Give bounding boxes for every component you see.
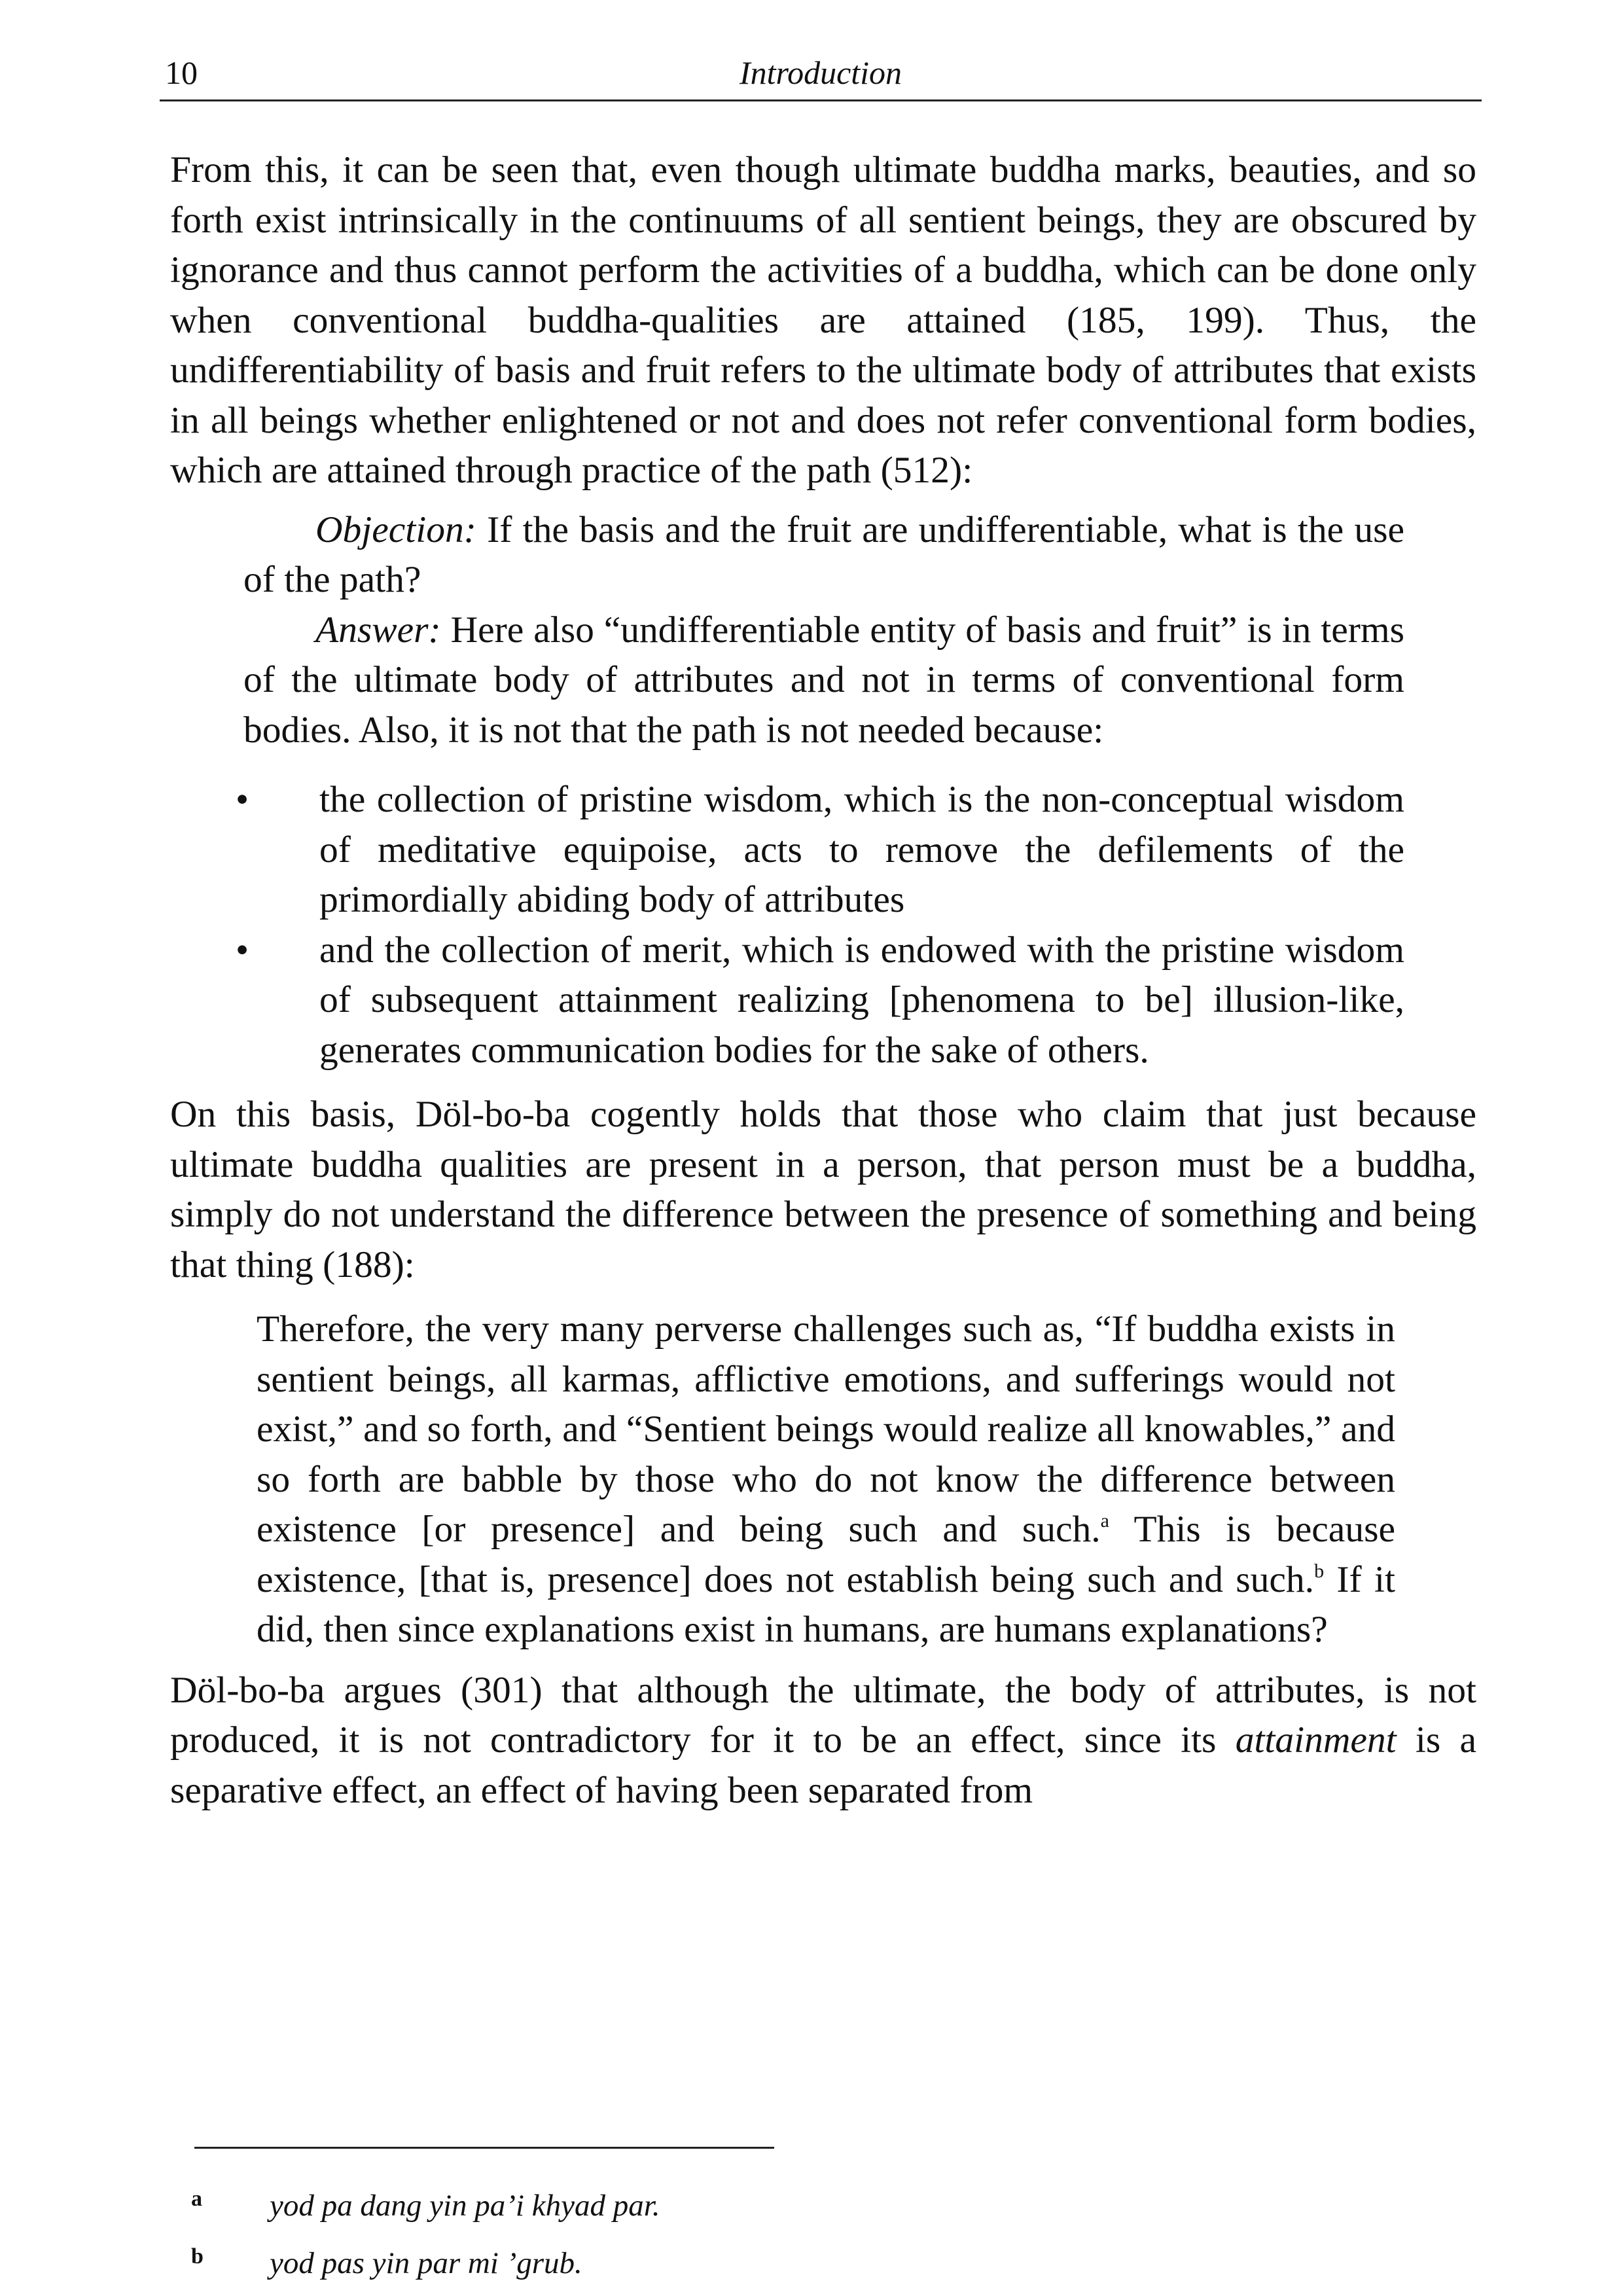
page-number: 10 [165, 54, 198, 91]
footnote-marker: a [191, 2187, 202, 2211]
bullet-icon: • [236, 929, 249, 971]
objection-text: If the basis and the fruit are undifferentiable, what is the use of the path? [243, 509, 1404, 600]
answer-text: Here also “undifferentiable entity of basis and fruit” is in terms of the ultimate body of attributes and not in terms of conventional form bodies. Also, it is not that the path is not needed because: [243, 609, 1404, 751]
quote-text: Therefore, the very many perverse challenges such as, “If buddha exists in sentient beings, all karmas, afflictive emotions, and sufferings would not exist,” and so forth, and “Sentient beings would realize all knowables,” and so forth are babble by those who do not know the difference between existence [or presence] and being such and such. [257, 1308, 1395, 1550]
paragraph-text: is a separative effect, an effect of having been separated from [170, 1719, 1476, 1811]
answer [243, 605, 1404, 756]
list-item-text: the collection of pristine wisdom, which is the non-conceptual wisdom of meditative equipoise, acts to remove the defilements of the primordially abiding body of attributes [319, 779, 1404, 920]
emphasis: attainment [1235, 1719, 1397, 1761]
quote-text: If it did, then since explanations exist in humans, are humans explanations? [257, 1558, 1395, 1650]
answer-label: Answer: [315, 609, 441, 651]
footnotes [191, 2177, 1238, 2292]
main-text [170, 145, 1476, 1816]
footnote-marker: b [191, 2244, 204, 2269]
paragraph-1: From this, it can be seen that, even though ultimate buddha marks, beauties, and so forth exist intrinsically in the continuums of all sentient beings, they are obscured by ignorance and thus cannot perform the activities of a buddha, which can be done only when conventional buddha-qualities are attained (185, 199). Thus, the undifferentiability of basis and fruit refers to the ultimate body of attributes that exists in all beings whether enlightened or not and does not refer conventional form bodies, which are attained through practice of the path (512): [170, 149, 1476, 491]
paragraph-3 [170, 1666, 1476, 1816]
paragraph-text: Döl-bo-ba argues (301) that although the ultimate, the body of attributes, is not produced, it is not contradictory for it to be an effect, since its [170, 1669, 1476, 1761]
running-title: Introduction [739, 54, 902, 91]
footnote-b [191, 2234, 1238, 2292]
footnote-ref-b[interactable]: b [1314, 1560, 1325, 1582]
bullet-list [170, 775, 1476, 1075]
footnote-ref-a[interactable]: a [1100, 1510, 1109, 1532]
bullet-icon: • [236, 779, 249, 820]
footnote-text: yod pa dang yin pa’i khyad par. [270, 2189, 660, 2223]
list-item-text: and the collection of merit, which is endowed with the pristine wisdom of subsequent attainment realizing [phenomena to be] illusion-like, generates communication bodies for the sake of others. [319, 929, 1404, 1071]
objection-label: Objection: [315, 509, 476, 550]
footnote-divider [194, 2147, 774, 2149]
page-header [160, 51, 1482, 101]
footnote-text: yod pas yin par mi ’grub. [270, 2246, 582, 2280]
block-quote-babble [170, 1304, 1476, 1655]
footnote-a [191, 2177, 1238, 2234]
paragraph-2: On this basis, Döl-bo-ba cogently holds that those who claim that just because ultimate buddha qualities are present in a person, that person must be a buddha, simply do not understand the difference between the presence of something and being that thing (188): [170, 1094, 1476, 1285]
list-item [236, 775, 1404, 925]
block-quote-objection [170, 505, 1476, 756]
list-item [236, 925, 1404, 1076]
quote-text: This is because existence, [that is, presence] does not establish being such and such. [257, 1509, 1395, 1600]
objection [243, 505, 1404, 605]
